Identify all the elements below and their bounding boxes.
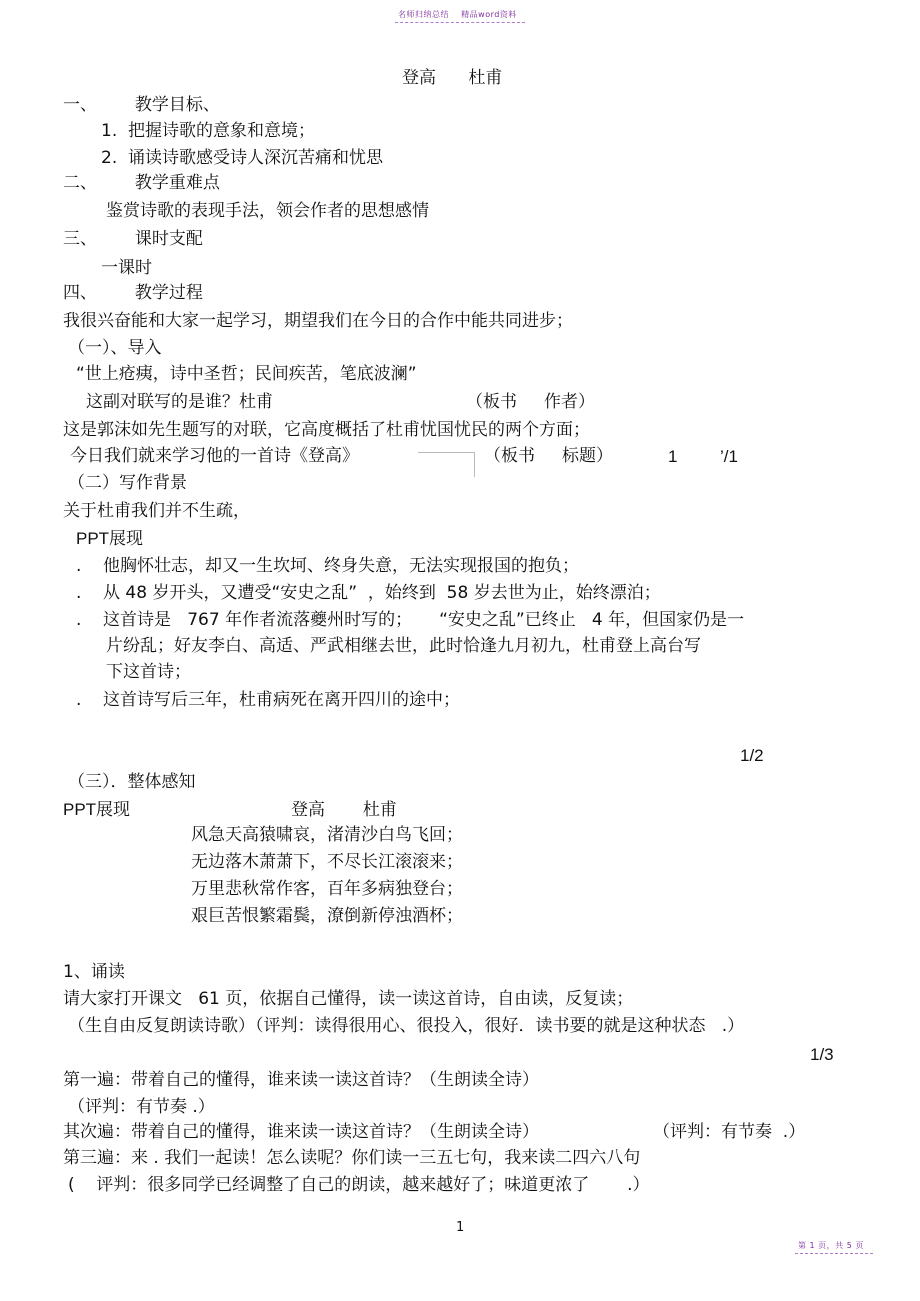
poem-title: 登高 杜甫 — [291, 800, 397, 820]
section-heading-2: 二、 教学重难点 — [63, 173, 220, 193]
second-reading-comment: （评判：有节奏 .） — [653, 1122, 806, 1142]
objective-1: 1. 把握诗歌的意象和意境； — [101, 121, 316, 141]
slide-counter-2: ’/1 — [720, 447, 738, 466]
poem-line-1: 风急天高猿啸哀，渚清沙白鸟飞回； — [191, 825, 463, 845]
second-reading: 其次遍：带着自己的懂得，谁来读一读这首诗？（生朗读全诗） — [63, 1122, 539, 1142]
recite-comment: （生自由反复朗读诗歌）（评判：读得很用心、很投入，很好．读书要的就是这种状态 .） — [68, 1016, 745, 1036]
third-reading: 第三遍：来 . 我们一起读！怎么读呢？你们读一三五七句，我来读二四六八句 — [63, 1148, 641, 1168]
slide-counter-4: 1/3 — [810, 1045, 834, 1064]
section-heading-3: 三、 课时支配 — [63, 229, 203, 249]
couplet-question: 这副对联写的是谁？杜甫 — [86, 392, 273, 412]
section-heading-4: 四、 教学过程 — [63, 283, 203, 303]
intro-sentence: 我很兴奋能和大家一起学习，期望我们在今日的合作中能共同进步； — [63, 311, 573, 331]
footer-divider — [795, 1253, 873, 1254]
background-intro: 关于杜甫我们并不生疏， — [63, 501, 250, 521]
doc-title: 登高 杜甫 — [402, 68, 503, 88]
ppt-label-2: PPT展现 — [63, 800, 131, 819]
header-divider — [395, 22, 525, 23]
poem-line-4: 艰巨苦恨繁霜鬓，潦倒新停浊酒杯； — [191, 906, 463, 926]
objective-2: 2. 诵读诗歌感受诗人深沉苦痛和忧思 — [101, 148, 384, 168]
lesson-hours: 一课时 — [101, 258, 152, 278]
board-note-title: （板书 标题） — [484, 446, 614, 466]
page-number: 1 — [456, 1220, 465, 1235]
subsection-overall: （三）．整体感知 — [68, 772, 196, 792]
poem-line-2: 无边落木萧萧下，不尽长江滚滚来； — [191, 852, 463, 872]
recite-heading: 1、诵读 — [63, 962, 125, 982]
slide-counter-3: 1/2 — [740, 746, 764, 765]
bullet-3-line-1: . 这首诗是 767 年作者流落夔州时写的； “安史之乱”已终止 4 年，但国家仍是一 — [76, 610, 745, 630]
slide-counter-1: 1 — [668, 447, 678, 466]
couplet-quote: “世上疮痍，诗中圣哲；民间疾苦，笔底波澜” — [76, 364, 417, 384]
today-poem-line: 今日我们就来学习他的一首诗《登高》 — [70, 446, 359, 466]
key-difficulty: 鉴赏诗歌的表现手法，领会作者的思想感情 — [106, 201, 429, 221]
subsection-background: （二）写作背景 — [68, 473, 187, 493]
couplet-explanation: 这是郭沫如先生题写的对联，它高度概括了杜甫忧国忧民的两个方面； — [63, 420, 590, 440]
ppt-label-1: PPT展现 — [76, 529, 144, 548]
board-note-author: （板书 作者） — [466, 392, 596, 412]
subsection-intro: （一）、导入 — [68, 338, 162, 358]
recite-instruction: 请大家打开课文 61 页，依据自己懂得，读一读这首诗，自由读，反复读； — [63, 989, 634, 1009]
bullet-1: . 他胸怀壮志，却又一生坎坷、终身失意，无法实现报国的抱负； — [76, 556, 580, 576]
first-reading: 第一遍：带着自己的懂得，谁来读一读这首诗？（生朗读全诗） — [63, 1070, 539, 1090]
bullet-4: . 这首诗写后三年，杜甫病死在离开四川的途中； — [76, 690, 461, 710]
bullet-3-line-3: 下这首诗； — [106, 662, 191, 682]
bullet-3-line-2: 片纷乱；好友李白、高适、严武相继去世，此时恰逢九月初九，杜甫登上高台写 — [106, 636, 701, 656]
text-box-border — [418, 452, 475, 477]
page-header-watermark: 名师归纳总结 精品word资料 — [398, 10, 517, 19]
first-reading-comment: （评判：有节奏 .） — [68, 1097, 215, 1117]
third-reading-comment: ( 评判：很多同学已经调整了自己的朗读，越来越好了；味道更浓了 .） — [68, 1175, 650, 1195]
page-footer-watermark: 第 1 页，共 5 页 — [798, 1241, 864, 1250]
section-heading-1: 一、 教学目标、 — [63, 95, 220, 115]
bullet-2: . 从 48 岁开头，又遭受“安史之乱” ，始终到 58 岁去世为止，始终漂泊； — [76, 583, 661, 603]
poem-line-3: 万里悲秋常作客，百年多病独登台； — [191, 879, 463, 899]
